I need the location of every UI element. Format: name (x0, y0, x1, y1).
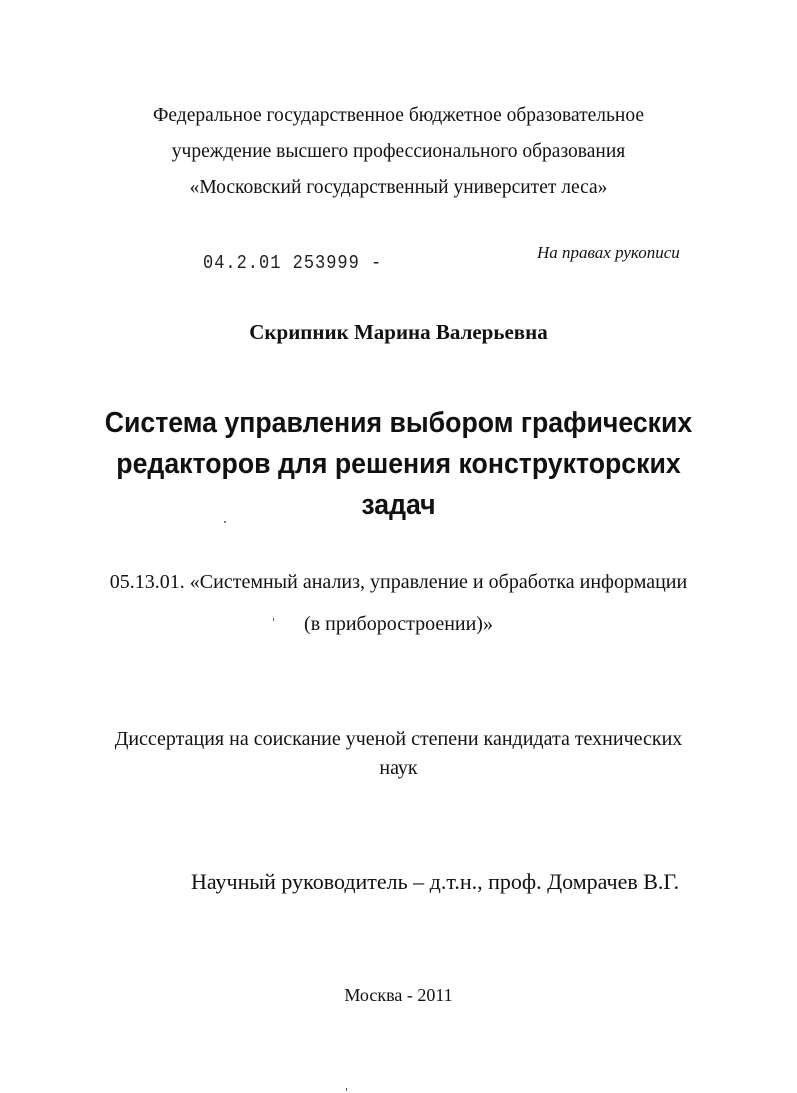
archive-stamp: 04.2.01 253999 - (203, 253, 383, 275)
title-line-3: задач (361, 489, 436, 521)
scan-speck (346, 1088, 347, 1091)
degree-line-2: наук (379, 757, 418, 779)
institution-line-1: Федеральное государственное бюджетное образовательное (152, 105, 644, 126)
institution-header (0, 98, 797, 206)
institution-line-2: учреждение высшего профессионального образования (171, 141, 626, 162)
title-line-1: Система управления выбором графических (104, 407, 693, 439)
specialty (0, 561, 797, 645)
title-line-2: редакторов для решения конструкторских (116, 448, 681, 480)
specialty-line-1: 05.13.01. «Системный анализ, управление и обработка информации (109, 571, 688, 593)
specialty-line-2: (в приборостроении)» (304, 613, 493, 635)
degree-statement (0, 725, 797, 783)
city-year: Москва - 2011 (344, 985, 453, 1005)
author-name: Скрипник Марина Валерьевна (249, 320, 548, 344)
dissertation-title (32, 403, 765, 526)
institution-line-3: «Московский государственный университет леса» (189, 177, 608, 198)
degree-line-1: Диссертация на соискание ученой степени кандидата технических (114, 728, 683, 750)
rights-note: На правах рукописи (537, 243, 680, 262)
supervisor: Научный руководитель – д.т.н., проф. Домрачев В.Г. (191, 869, 680, 894)
scan-speck (273, 618, 274, 621)
scan-speck (224, 521, 226, 523)
